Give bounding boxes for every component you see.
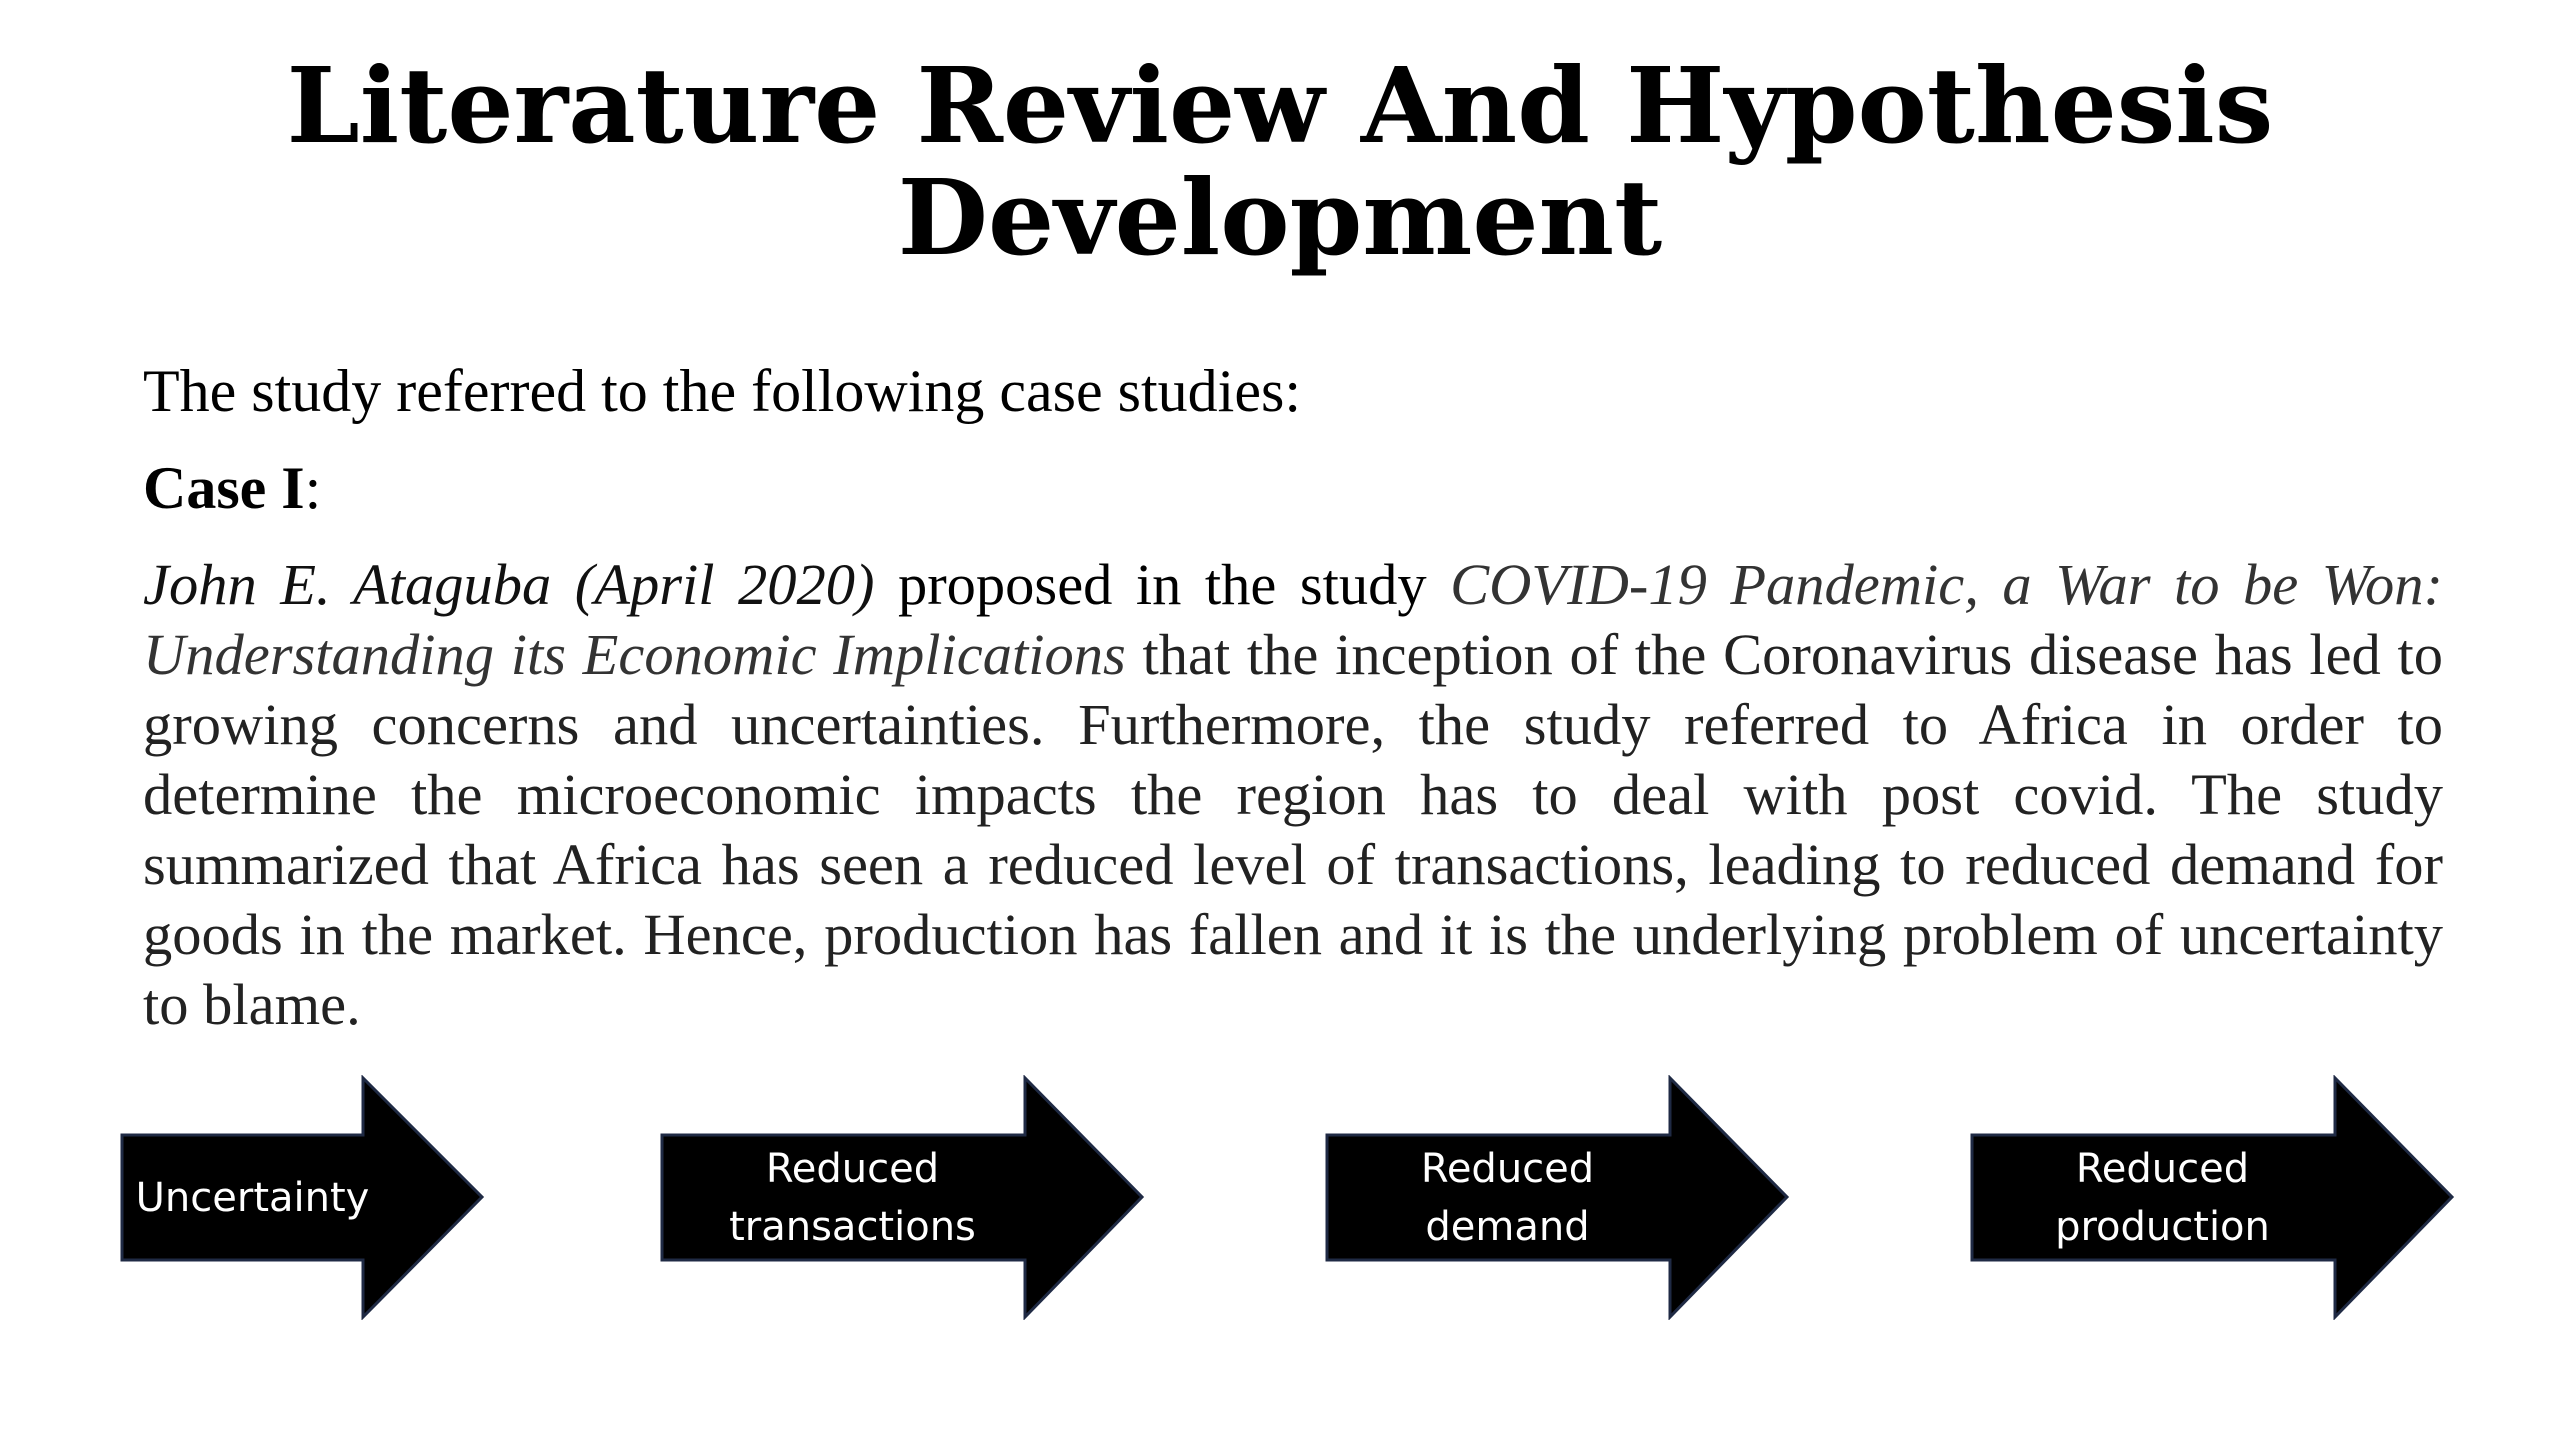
step-line-1: Uncertainty bbox=[135, 1174, 370, 1221]
flow-step-label bbox=[1980, 1135, 2345, 1260]
title-line-1: Literature Review And Hypothesis bbox=[286, 44, 2274, 167]
flow-arrow-uncertainty bbox=[120, 1075, 485, 1320]
paragraph-author: John E. Ataguba (April 2020) bbox=[143, 552, 875, 617]
step-line-2: production bbox=[2055, 1203, 2270, 1250]
case-label bbox=[143, 452, 321, 524]
case-paragraph bbox=[143, 550, 2443, 1040]
slide-title bbox=[200, 44, 2360, 279]
step-line-1: Reduced bbox=[2075, 1145, 2250, 1192]
intro-text: The study referred to the following case studies: bbox=[143, 358, 1301, 424]
flow-step-label bbox=[670, 1135, 1035, 1260]
flow-step-label bbox=[130, 1135, 375, 1260]
paragraph-body: that the inception of the Coronavirus disease has led to growing concerns and uncertainties. Furthermore, the study referred to Africa in order to determine the microeconomic impacts the region has to deal with post covid. The study summarized that Africa has seen a reduced level of transactions, leading to reduced demand for goods in the market. Hence, production has fallen and it is the underlying problem of uncertainty to blame. bbox=[143, 622, 2443, 1037]
flow-step-label bbox=[1335, 1135, 1680, 1260]
paragraph-proposed: proposed in the study bbox=[874, 552, 1451, 617]
flow-arrow-reduced-production bbox=[1970, 1075, 2455, 1320]
flow-arrow-reduced-transactions bbox=[660, 1075, 1145, 1320]
flow-arrow-reduced-demand bbox=[1325, 1075, 1790, 1320]
case-label-colon: : bbox=[304, 455, 322, 521]
step-line-1: Reduced bbox=[765, 1145, 940, 1192]
step-line-2: transactions bbox=[729, 1203, 976, 1250]
step-line-1: Reduced demand bbox=[1420, 1145, 1595, 1250]
case-label-bold: Case I bbox=[143, 455, 305, 521]
title-line-2: Development bbox=[897, 156, 1663, 279]
paragraph-study-title: COVID-19 Pandemic, a War to be Won: Understanding its Economic Implications bbox=[143, 552, 2444, 687]
